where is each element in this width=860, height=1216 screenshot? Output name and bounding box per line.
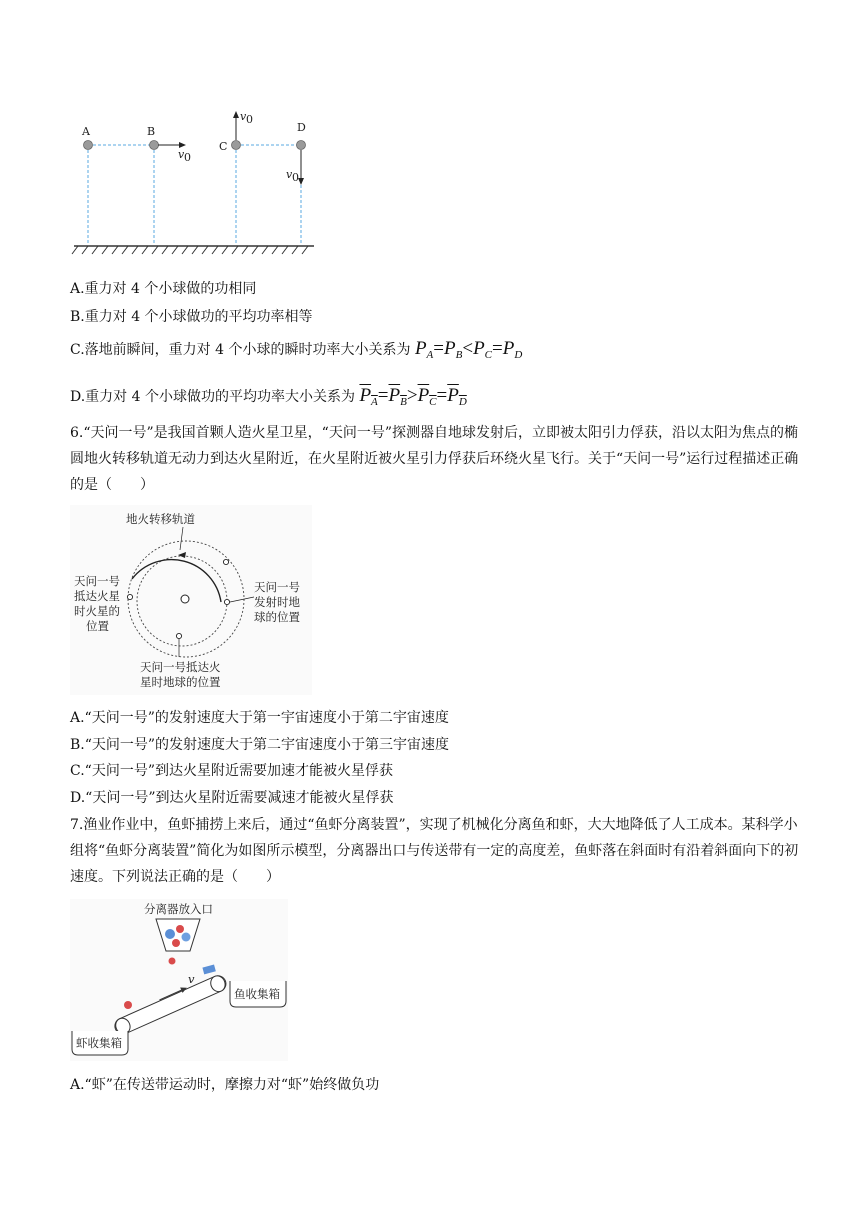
v0-sub-b: 0 [184,151,191,164]
q5-option-d-formula: $P_A=P_B>P_C=P_D$ [359,385,467,408]
v-label: v [188,972,195,986]
q7-option-a: A.“虾”在传送带运动时，摩擦力对“虾”始终做负功 [70,1077,380,1093]
q5-option-c-formula: $P_A=P_B<P_C=P_D$ [414,338,523,361]
q6-option-c: C.“天问一号”到达火星附近需要加速才能被火星俘获 [70,763,393,779]
balls-figure [68,105,328,260]
label-d: D [297,121,306,134]
q5-option-c-text: C.落地前瞬间，重力对 4 个小球的瞬时功率大小关系为 [70,342,411,358]
mars-label-line-4: 位置 [86,619,109,633]
ball-b [150,141,159,150]
ball-c [232,141,241,150]
q6-option-d: D.“天问一号”到达火星附近需要减速才能被火星俘获 [70,790,394,806]
q5-option-b: B.重力对 4 个小球做功的平均功率相等 [70,309,313,325]
mars-label-line-2: 抵达火星 [74,589,120,603]
q6-stem: 6.“天问一号”是我国首颗人造火星卫星，“天问一号”探测器自地球发射后，立即被太阳引力俘获，沿以太阳为焦点的椭圆地火转移轨道无动力到达火星附近，在火星附近被火星引力俘获后环绕火星飞行。关于“天问一号”运行过程描述正确的是（ ） [70,425,799,493]
q5-option-c [70,340,522,364]
q6-option-a: A.“天问一号”的发射速度大于第一宇宙速度小于第二宇宙速度 [70,710,449,726]
ball-a [84,141,93,150]
label-b: B [147,125,156,138]
q6-option-b: B.“天问一号”的发射速度大于第二宇宙速度小于第三宇宙速度 [70,737,450,753]
q5-option-a: A.重力对 4 个小球做的功相同 [70,281,257,297]
v0-label-b: v [178,148,185,161]
earth-launch-label-line-1: 天问一号 [254,580,300,594]
mars-label-line-1: 天问一号 [74,574,120,588]
v0-label-c: v [240,110,247,123]
label-c: C [219,140,228,153]
earth-launch-label-line-2: 发射时地 [254,595,300,609]
fish-box-label: 鱼收集箱 [234,987,280,1001]
separator-figure [70,899,288,1061]
q7-stem: 7.渔业作业中，鱼虾捕捞上来后，通过“鱼虾分离装置”，实现了机械化分离鱼和虾，大大地降低了人工成本。某科学小组将“鱼虾分离装置”简化为如图所示模型，分离器出口与传送带有一定的高度差，鱼虾落在斜面时有沿着斜面向下的初速度。下列说法正确的是（ ） [70,817,799,885]
v0-sub-d: 0 [292,171,299,184]
earth-arrival-label-line-1: 天问一号抵达火 [140,660,221,674]
orbit-label: 地火转移轨道 [126,512,195,526]
ball-d [297,141,306,150]
label-a: A [82,125,90,138]
inlet-label: 分离器放入口 [144,902,213,916]
orbit-figure [70,505,312,695]
v0-sub-c: 0 [246,113,253,126]
mars-label-line-3: 时火星的 [74,604,120,618]
q5-option-d-text: D.重力对 4 个小球做功的平均功率大小关系为 [70,389,355,405]
earth-arrival-label-line-2: 星时地球的位置 [140,675,221,689]
v0-label-d: v [286,168,293,181]
shrimp-box-label: 虾收集箱 [76,1036,122,1050]
q5-option-d [70,387,467,411]
earth-launch-label-line-3: 球的位置 [254,610,300,624]
